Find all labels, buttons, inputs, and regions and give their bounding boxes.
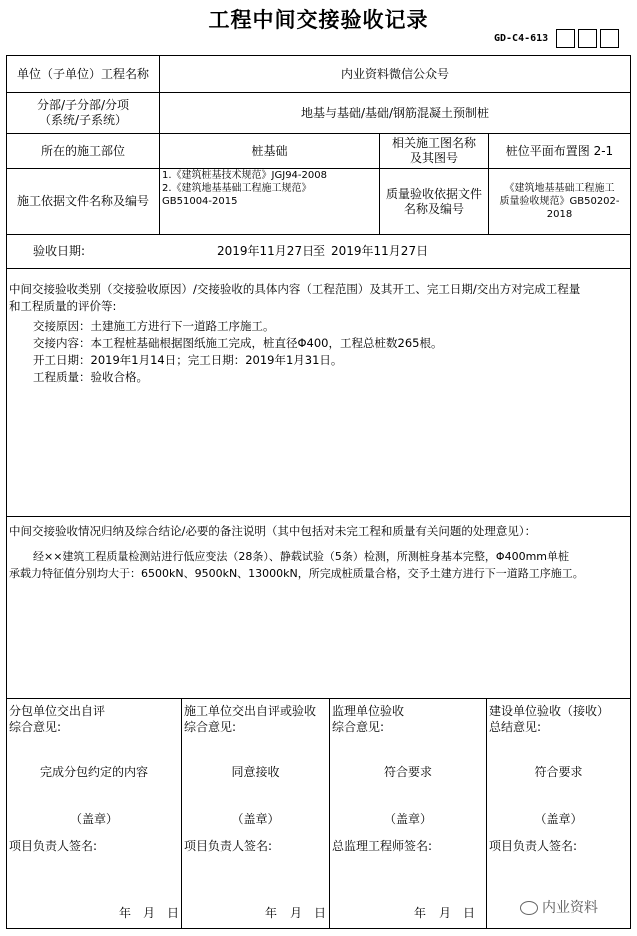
location-label: 所在的施工部位 [40, 143, 125, 158]
sig-2-date-year: 年 [265, 906, 278, 920]
conclusion-text[interactable] [9, 548, 629, 582]
form-code: GD-C4-613 [494, 33, 549, 44]
acceptance-date-from[interactable]: 2019年11月27日 [217, 244, 315, 258]
basis-documents[interactable] [162, 169, 378, 234]
watermark-text: 内业资料 [542, 900, 598, 916]
acceptance-date-to-word: 至 [313, 244, 326, 258]
acceptance-basis-line-3: 2018 [546, 209, 573, 220]
handover-reason: 交接原因：土建施工方进行下一道路工序施工。 [33, 319, 275, 333]
sig-4-stamp: （盖章） [534, 811, 583, 826]
handover-heading [9, 281, 629, 315]
sig-1-opinion[interactable]: 完成分包约定的内容 [39, 764, 148, 779]
sig-3-opinion[interactable]: 符合要求 [383, 764, 432, 779]
acceptance-basis-label-line-1: 质量验收依据文件 [385, 186, 482, 201]
watermark [520, 897, 598, 917]
basis-document-2: 2.《建筑地基基础工程施工规范》 [162, 183, 312, 194]
acceptance-basis-line-2: 质量验收规范》GB50202- [499, 196, 620, 207]
drawing-value[interactable]: 桩位平面布置图 2-1 [505, 143, 614, 158]
sig-1-title: 分包单位交出自评 [9, 704, 106, 718]
sig-1-date-month: 月 [143, 906, 156, 920]
sig-2-stamp: （盖章） [231, 811, 280, 826]
sig-4-title: 建设单位验收（接收） [489, 704, 610, 718]
division-value[interactable]: 地基与基础/基础/钢筋混凝土预制桩 [300, 105, 490, 120]
sig-1-signer[interactable]: 项目负责人签名: [9, 839, 98, 853]
sig-4-signer[interactable]: 项目负责人签名: [489, 839, 578, 853]
acceptance-date-to[interactable]: 2019年11月27日 [331, 244, 429, 258]
drawing-label-line-1: 相关施工图名称 [391, 136, 476, 150]
form-title: 工程中间交接验收记录 [208, 8, 429, 32]
division-label-line-2: （系统/子系统） [38, 113, 128, 127]
sig-4-opinion-label: 总结意见: [489, 720, 542, 734]
conclusion-line-2: 承载力特征值分别均大于：6500kN、9500kN、13000kN，所完成桩质量合格，交予土建方进行下一道路工序施工。 [9, 567, 584, 580]
sig-3-title: 监理单位验收 [332, 704, 405, 718]
handover-heading-line-1: 中间交接验收类别（交接验收原因）/交接验收的具体内容（工程范围）及其开工、完工日期/交出方对完成工程量 [9, 282, 581, 296]
division-label-line-1: 分部/子分部/分项 [36, 98, 130, 112]
conclusion-line-1: 经××建筑工程质量检测站进行低应变法（28条）、静载试验（5条）检测，所测桩身基本完整，Φ400mm单桩 [33, 550, 570, 563]
handover-content: 交接内容：本工程桩基础根据图纸施工完成，桩直径Φ400，工程总桩数265根。 [33, 336, 443, 350]
handover-heading-line-2: 和工程质量的评价等: [9, 299, 117, 313]
sig-1-stamp: （盖章） [69, 811, 118, 826]
code-box-3[interactable] [600, 29, 619, 48]
sig-3-stamp: （盖章） [383, 811, 432, 826]
acceptance-date-label: 验收日期: [33, 244, 86, 258]
handover-details[interactable] [33, 318, 623, 386]
sig-3-date-month: 月 [439, 906, 452, 920]
acceptance-basis-label-line-2: 名称及编号 [403, 201, 464, 216]
sig-2-date-month: 月 [290, 906, 303, 920]
wechat-icon [520, 901, 538, 915]
acceptance-basis-line-1: 《建筑地基基础工程施工 [504, 183, 615, 194]
handover-dates: 开工日期：2019年1月14日；完工日期：2019年1月31日。 [33, 353, 343, 367]
sig-3-signer[interactable]: 总监理工程师签名: [332, 839, 433, 853]
acceptance-basis-value[interactable] [489, 169, 630, 234]
sig-3-opinion-label: 综合意见: [332, 720, 385, 734]
code-box-1[interactable] [556, 29, 575, 48]
sig-4-opinion[interactable]: 符合要求 [534, 764, 583, 779]
acceptance-basis-label [380, 169, 488, 234]
project-name-label: 单位（子单位）工程名称 [16, 66, 149, 81]
sig-1-opinion-label: 综合意见: [9, 720, 62, 734]
sig-2-date-day: 日 [314, 906, 327, 920]
drawing-label-line-2: 及其图号 [409, 151, 458, 165]
conclusion-heading: 中间交接验收情况归纳及综合结论/必要的备注说明（其中包括对未完工程和质量有关问题的处理意见）： [9, 524, 537, 538]
code-box-2[interactable] [578, 29, 597, 48]
sig-2-title: 施工单位交出自评或验收 [184, 704, 317, 718]
basis-document-2-code: GB51004-2015 [162, 196, 238, 207]
drawing-label [380, 134, 488, 168]
division-label [7, 93, 159, 133]
sig-2-opinion-label: 综合意见: [184, 720, 237, 734]
sig-1-date-year: 年 [119, 906, 132, 920]
handover-quality: 工程质量：验收合格。 [33, 370, 148, 384]
basis-label: 施工依据文件名称及编号 [16, 194, 149, 208]
sig-2-opinion[interactable]: 同意接收 [231, 764, 280, 779]
sig-2-signer[interactable]: 项目负责人签名: [184, 839, 273, 853]
sig-3-date-year: 年 [414, 906, 427, 920]
project-name-value[interactable]: 内业资料微信公众号 [340, 66, 449, 81]
location-value[interactable]: 桩基础 [251, 143, 288, 158]
basis-document-1: 1.《建筑桩基技术规范》JGJ94-2008 [162, 170, 327, 181]
sig-1-date-day: 日 [167, 906, 180, 920]
sig-3-date-day: 日 [463, 906, 476, 920]
